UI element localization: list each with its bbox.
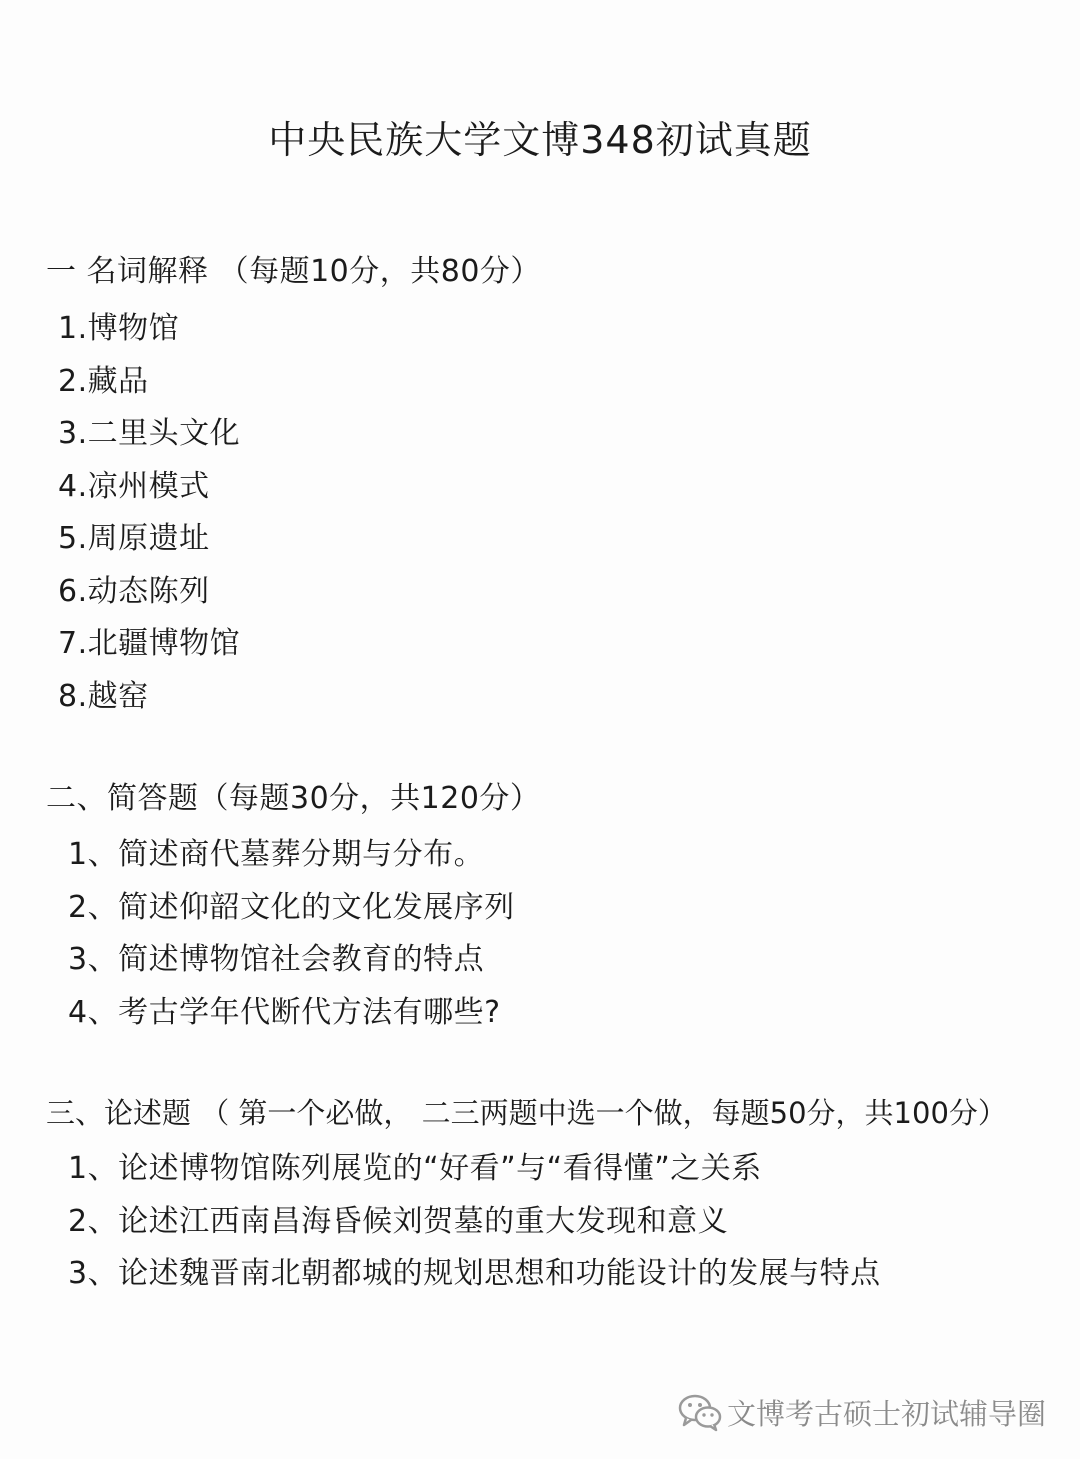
question-item: 4、考古学年代断代方法有哪些?: [68, 994, 501, 1030]
question-item: 8.越窑: [58, 678, 149, 714]
question-item: 4.凉州模式: [58, 468, 210, 504]
section-short-answer: [46, 777, 1080, 1039]
watermark-text: 文博考古硕士初试辅导圈: [726, 1396, 1046, 1431]
section-heading: 一 名词解释 （每题10分，共80分）: [46, 254, 541, 289]
watermark: [677, 1392, 1046, 1432]
question-item: 2、论述江西南昌海昏候刘贺墓的重大发现和意义: [68, 1203, 729, 1239]
wechat-icon: [677, 1392, 723, 1432]
question-item: 5.周原遗址: [58, 521, 210, 556]
question-list: [46, 1143, 1080, 1301]
question-item: 2.藏品: [58, 363, 149, 399]
question-list: [46, 829, 1080, 1039]
section-heading: 三、论述题 （ 第一个必做， 二三两题中选一个做，每题50分，共100分）: [46, 1096, 1007, 1130]
question-item: 1、论述博物馆陈列展览的“好看”与“看得懂”之关系: [68, 1151, 762, 1186]
page-title: 中央民族大学文博348初试真题: [268, 118, 812, 162]
question-item: 6.动态陈列: [58, 573, 210, 609]
question-item: 7.北疆博物馆: [58, 626, 241, 661]
section-essay: [46, 1091, 1080, 1301]
question-list: [46, 303, 1080, 723]
question-item: 1、简述商代墓葬分期与分布。: [68, 837, 485, 872]
section-heading: 二、简答题（每题30分，共120分）: [46, 781, 541, 816]
question-item: 1.博物馆: [58, 311, 180, 346]
question-item: 2、简述仰韶文化的文化发展序列: [68, 889, 515, 925]
section-term-explanation: [46, 250, 1080, 723]
question-item: 3.二里头文化: [58, 416, 241, 451]
question-item: 3、论述魏晋南北朝都城的规划思想和功能设计的发展与特点: [68, 1256, 881, 1291]
question-item: 3、简述博物馆社会教育的特点: [68, 942, 485, 977]
